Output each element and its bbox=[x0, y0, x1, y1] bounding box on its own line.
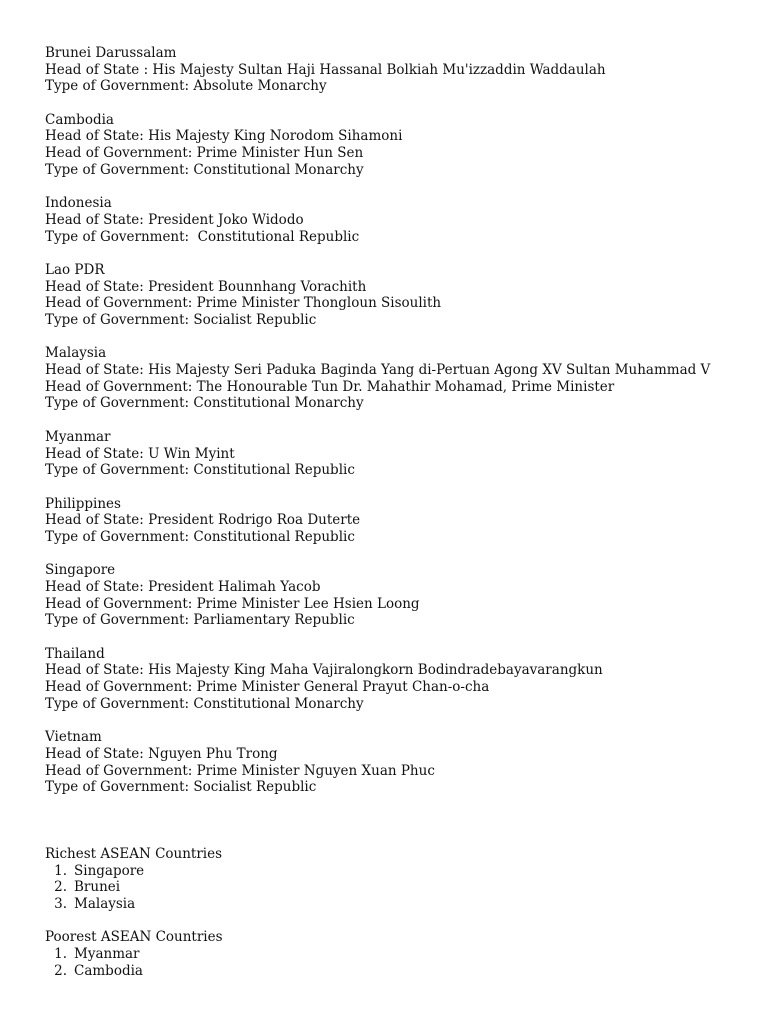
type-of-government: Type of Government: Constitutional Republic bbox=[45, 228, 360, 245]
type-of-government: Type of Government: Constitutional Republic bbox=[45, 462, 355, 479]
country-section-cambodia bbox=[45, 112, 745, 179]
list-text: Myanmar bbox=[74, 946, 140, 963]
head-of-government: Head of Government: Prime Minister Nguyen Xuan Phuc bbox=[45, 762, 435, 779]
country-name: Malaysia bbox=[45, 345, 107, 362]
head-of-state: Head of State: President Joko Widodo bbox=[45, 211, 304, 228]
head-of-government: Head of Government: Prime Minister General Prayut Chan-o-cha bbox=[45, 679, 490, 696]
head-of-state: Head of State: His Majesty King Norodom Sihamoni bbox=[45, 128, 403, 145]
country-name: Philippines bbox=[45, 495, 121, 512]
list-text: Brunei bbox=[74, 879, 121, 896]
list-item bbox=[45, 896, 745, 913]
country-name: Myanmar bbox=[45, 428, 111, 445]
type-of-government: Type of Government: Absolute Monarchy bbox=[45, 78, 327, 95]
list-item bbox=[45, 879, 745, 896]
country-name: Brunei Darussalam bbox=[45, 45, 177, 61]
list-item bbox=[45, 963, 745, 980]
head-of-government: Head of Government: The Honourable Tun Dr. Mahathir Mohamad, Prime Minister bbox=[45, 378, 615, 395]
country-name: Vietnam bbox=[45, 729, 102, 746]
head-of-state: Head of State : His Majesty Sultan Haji Hassanal Bolkiah Mu'izzaddin Waddaulah bbox=[45, 61, 606, 78]
country-name: Indonesia bbox=[45, 195, 112, 212]
type-of-government: Type of Government: Constitutional Monarchy bbox=[45, 695, 364, 712]
list-number: 2. bbox=[54, 962, 67, 979]
head-of-state: Head of State: U Win Myint bbox=[45, 445, 235, 462]
head-of-state: Head of State: President Halimah Yacob bbox=[45, 579, 321, 595]
list-title: Poorest ASEAN Countries bbox=[45, 929, 223, 946]
list-number: 3. bbox=[54, 896, 67, 913]
country-section-philippines bbox=[45, 496, 745, 546]
head-of-government: Head of Government: Prime Minister Hun Sen bbox=[45, 145, 364, 162]
list-item bbox=[45, 946, 745, 963]
list-text: Singapore bbox=[74, 862, 145, 879]
country-section-malaysia bbox=[45, 345, 745, 412]
country-section-indonesia bbox=[45, 195, 745, 245]
country-section-thailand bbox=[45, 646, 745, 713]
list-text: Malaysia bbox=[74, 896, 136, 913]
head-of-state: Head of State: Nguyen Phu Trong bbox=[45, 745, 278, 762]
country-name: Thailand bbox=[45, 645, 105, 662]
document-body bbox=[45, 45, 745, 996]
country-section-vietnam bbox=[45, 729, 745, 796]
country-section-lao-pdr bbox=[45, 262, 745, 329]
list-item bbox=[45, 863, 745, 880]
type-of-government: Type of Government: Parliamentary Republic bbox=[45, 612, 355, 629]
type-of-government: Type of Government: Socialist Republic bbox=[45, 312, 317, 328]
head-of-state: Head of State: His Majesty King Maha Vajiralongkorn Bodindradebayavarangkun bbox=[45, 662, 603, 679]
list-title: Richest ASEAN Countries bbox=[45, 846, 223, 863]
list-text: Cambodia bbox=[74, 962, 143, 979]
section-spacer bbox=[45, 813, 745, 846]
head-of-government: Head of Government: Prime Minister Thongloun Sisoulith bbox=[45, 295, 442, 312]
richest-countries-list bbox=[45, 846, 745, 913]
type-of-government: Type of Government: Socialist Republic bbox=[45, 779, 317, 796]
country-name: Lao PDR bbox=[45, 261, 105, 278]
type-of-government: Type of Government: Constitutional Monarchy bbox=[45, 161, 364, 178]
type-of-government: Type of Government: Constitutional Republic bbox=[45, 528, 355, 545]
country-section-singapore bbox=[45, 562, 745, 629]
country-name: Singapore bbox=[45, 562, 116, 579]
country-section-myanmar bbox=[45, 429, 745, 479]
poorest-countries-list bbox=[45, 929, 745, 979]
list-number: 1. bbox=[54, 946, 67, 963]
head-of-government: Head of Government: Prime Minister Lee Hsien Loong bbox=[45, 595, 420, 612]
type-of-government: Type of Government: Constitutional Monarchy bbox=[45, 395, 364, 412]
head-of-state: Head of State: President Rodrigo Roa Duterte bbox=[45, 512, 361, 529]
country-section-brunei bbox=[45, 45, 745, 95]
list-number: 2. bbox=[54, 879, 67, 896]
country-name: Cambodia bbox=[45, 111, 114, 128]
head-of-state: Head of State: His Majesty Seri Paduka Baginda Yang di-Pertuan Agong XV Sultan Muhammad V bbox=[45, 362, 711, 379]
head-of-state: Head of State: President Bounnhang Vorachith bbox=[45, 278, 367, 295]
list-number: 1. bbox=[54, 862, 67, 879]
